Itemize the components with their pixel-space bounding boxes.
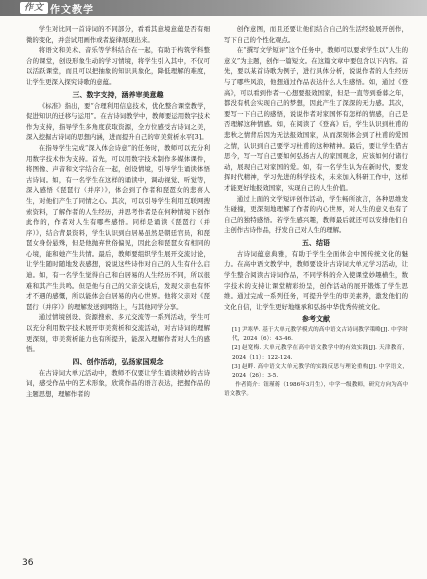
paragraph: 在“撰写文学短评”这个任务中，教师可以要求学生以“人生的意义”为主题，创作一篇短文。在这篇文章中要包含以下内容。首先，要以某首诗歌为例子，进行具体分析，说说作者的人生经历与了哪些风浪，他想通过作品表达什么人生感悟。如，通过《登高》，可以看到作者一心想要报效国家，但是一直等到垂暮之年，都没有机会实现自己的梦想，因此产生了深深的无力感。其次，要写一下自己的感悟，说说作者对家国怀有怎样的情感，自己是否理解这种情感。如，在阅读了《登高》后，学生认识到杜甫的悲秋之情背后因为无法报效国家，从而深刻体会到了杜甫的爱国之情，认识到自己要学习杜甫的这种精神。最后，要让学生借古思今，写一写自己要如何弘扬古人的家国观念，应该如何付诸行动，展现自己对家国的爱。如，有一名学生认为在新时代，要发挥时代精神，学习先进的科学技术，未来加入科研工作中，这样才能更好地报效国家，实现自己的人生价值。 bbox=[224, 46, 408, 192]
journal-section-title: 作文教学 bbox=[50, 4, 94, 16]
journal-logo bbox=[20, 1, 94, 15]
paragraph: 通过上面的文学短评创作活动，学生畅所欲言，各种思维发生碰撞，更深刻地理解了作者的内心世界，对人生的意义也有了自己的独特感悟。若学生感兴趣，教师最后就还可以安排他们自主创作古诗作品，抒发自己对人生的理解。 bbox=[224, 194, 408, 235]
author-note: 作者简介：钮瑾蒋（1986年3月生），中学一级教师，研究方向为高中语文教学。 bbox=[224, 382, 408, 398]
paragraph: 在指导学生完成“深入体会诗意”的任务时，教师可以充分利用数字技术作为支持。首先，可以用数字技术制作多媒体课件，将图像、声音和文字结合在一起，创设情境，引导学生诵读体悟古诗词。如，有一名学生在这样的诵读中，调动视觉、听觉等，深入感悟《琵琶行（并序）》，体会到了作者和琵琶女的悲喜人生，对他们产生了同情之心。其次，可以引导学生利用互联网搜索资料，了解作者的人生经历，并思考作者是在何种情境下创作此作的，作者对人生有哪些感悟。同样是诵读《琵琶行（并序）》，结合背景资料，学生认识到白居易虽然是朝廷官员，和琵琶女身份悬殊，但是他抛弃世俗偏见，因此会和琵琶女有相同的心境，能和她产生共情。最后，教师要组织学生展开交流讨论，让学生随时随地发表感想，说说这些诗作对自己的人生有什么启迪。如，有一名学生觉得自己和白居易的人生经历不同，所以很难和其产生共鸣。但是他与自己的父亲交谈后，发现父亲也有怀才不遇的感慨，所以能体会白居易的内心世界。他将父亲对《琵琶行（并序）》的理解发送到网络上，与其他同学分享。 bbox=[26, 143, 210, 311]
article-body bbox=[26, 24, 408, 554]
left-column bbox=[26, 24, 210, 554]
section-heading: 三、数字支持，涵养审美意趣 bbox=[72, 89, 164, 99]
references-heading: 参考文献 bbox=[302, 314, 330, 324]
paragraph: 在古诗词大单元活动中，教师不仅要让学生诵读精妙的古诗词，感受作品中的艺术形象，欣赏作品的语言表达，把握作品的主题思想，理解作者的 bbox=[26, 368, 210, 398]
reference-item: [1] 尹寒华. 基于大单元教学模式的高中语文古诗词教学策略[J]. 中学时代，2024（6）：43-46. bbox=[232, 327, 408, 343]
journal-logo-mark: 作文 bbox=[20, 2, 48, 14]
right-column bbox=[224, 24, 408, 554]
paragraph: 学生对比同一首诗词的不同部分，看看其意境意蕴是否有细微的变化，并尝试用画作或者旋律展现出来。 bbox=[26, 25, 210, 44]
reference-item: [3] 赵畔. 高中语文大单元教学的实践反思与理论重构[J]. 中学语文，2024（26）：3-5. bbox=[232, 363, 408, 380]
paragraph: 古诗词蕴意典雅，有助于学生全面体会中国传统文化的魅力。在高中语文教学中，教师要设计古诗词大单元学习活动，让学生整合阅读古诗词作品，不同学科的介入使课堂妙趣横生，数字技术的支持让课堂精彩纷呈，创作活动的展开锻炼了学生思维。通过完成一系列任务，可提升学生的审美素养，激发他们的文化自信，让学生更好地继承和弘扬中华优秀传统文化。 bbox=[224, 249, 408, 311]
paragraph: 创作意图，而且还要让他们结合自己的生活经验展开创作，写下自己的个性化观点。 bbox=[224, 25, 408, 44]
section-heading: 四、创作活动，弘扬家国观念 bbox=[72, 356, 164, 366]
paragraph: 通过情境创设、资源搜索、多元交流等一系列活动，学生可以充分利用数字技术展开审美赏析和交流活动，对古诗词的理解更深刻，审美赏析能力也有所提升，能深入理解作者对人生的感悟。 bbox=[26, 313, 210, 354]
section-heading: 五、结语 bbox=[302, 237, 330, 247]
reference-item: [2] 赵宽梅. 大单元教学在高中语文教学中的有效实践[J]. 天津教育，2024（11）：122-124. bbox=[232, 345, 408, 361]
paragraph: 《标准》指出，要“合理利用信息技术，优化整合课堂教学，促进知识的迁移与运用”。在古诗词教学中，教师要运用数字技术作为支持，指导学生多角度获取资源，全方位感受古诗词之美，深入挖掘古诗词的思想内涵，进而提升自己的审美赏析水平[3]。 bbox=[26, 101, 210, 142]
page-number: 36 bbox=[22, 558, 34, 568]
paragraph: 将语文和美术、音乐等学科结合在一起，有助于构筑学科整合的课堂，创设形象生动的学习情境，将学生引入其中，不仅可以活跃课堂，而且可以把抽象的知识具象化，降低理解的难度，让学生更深入探究诗歌的意蕴。 bbox=[26, 46, 210, 86]
